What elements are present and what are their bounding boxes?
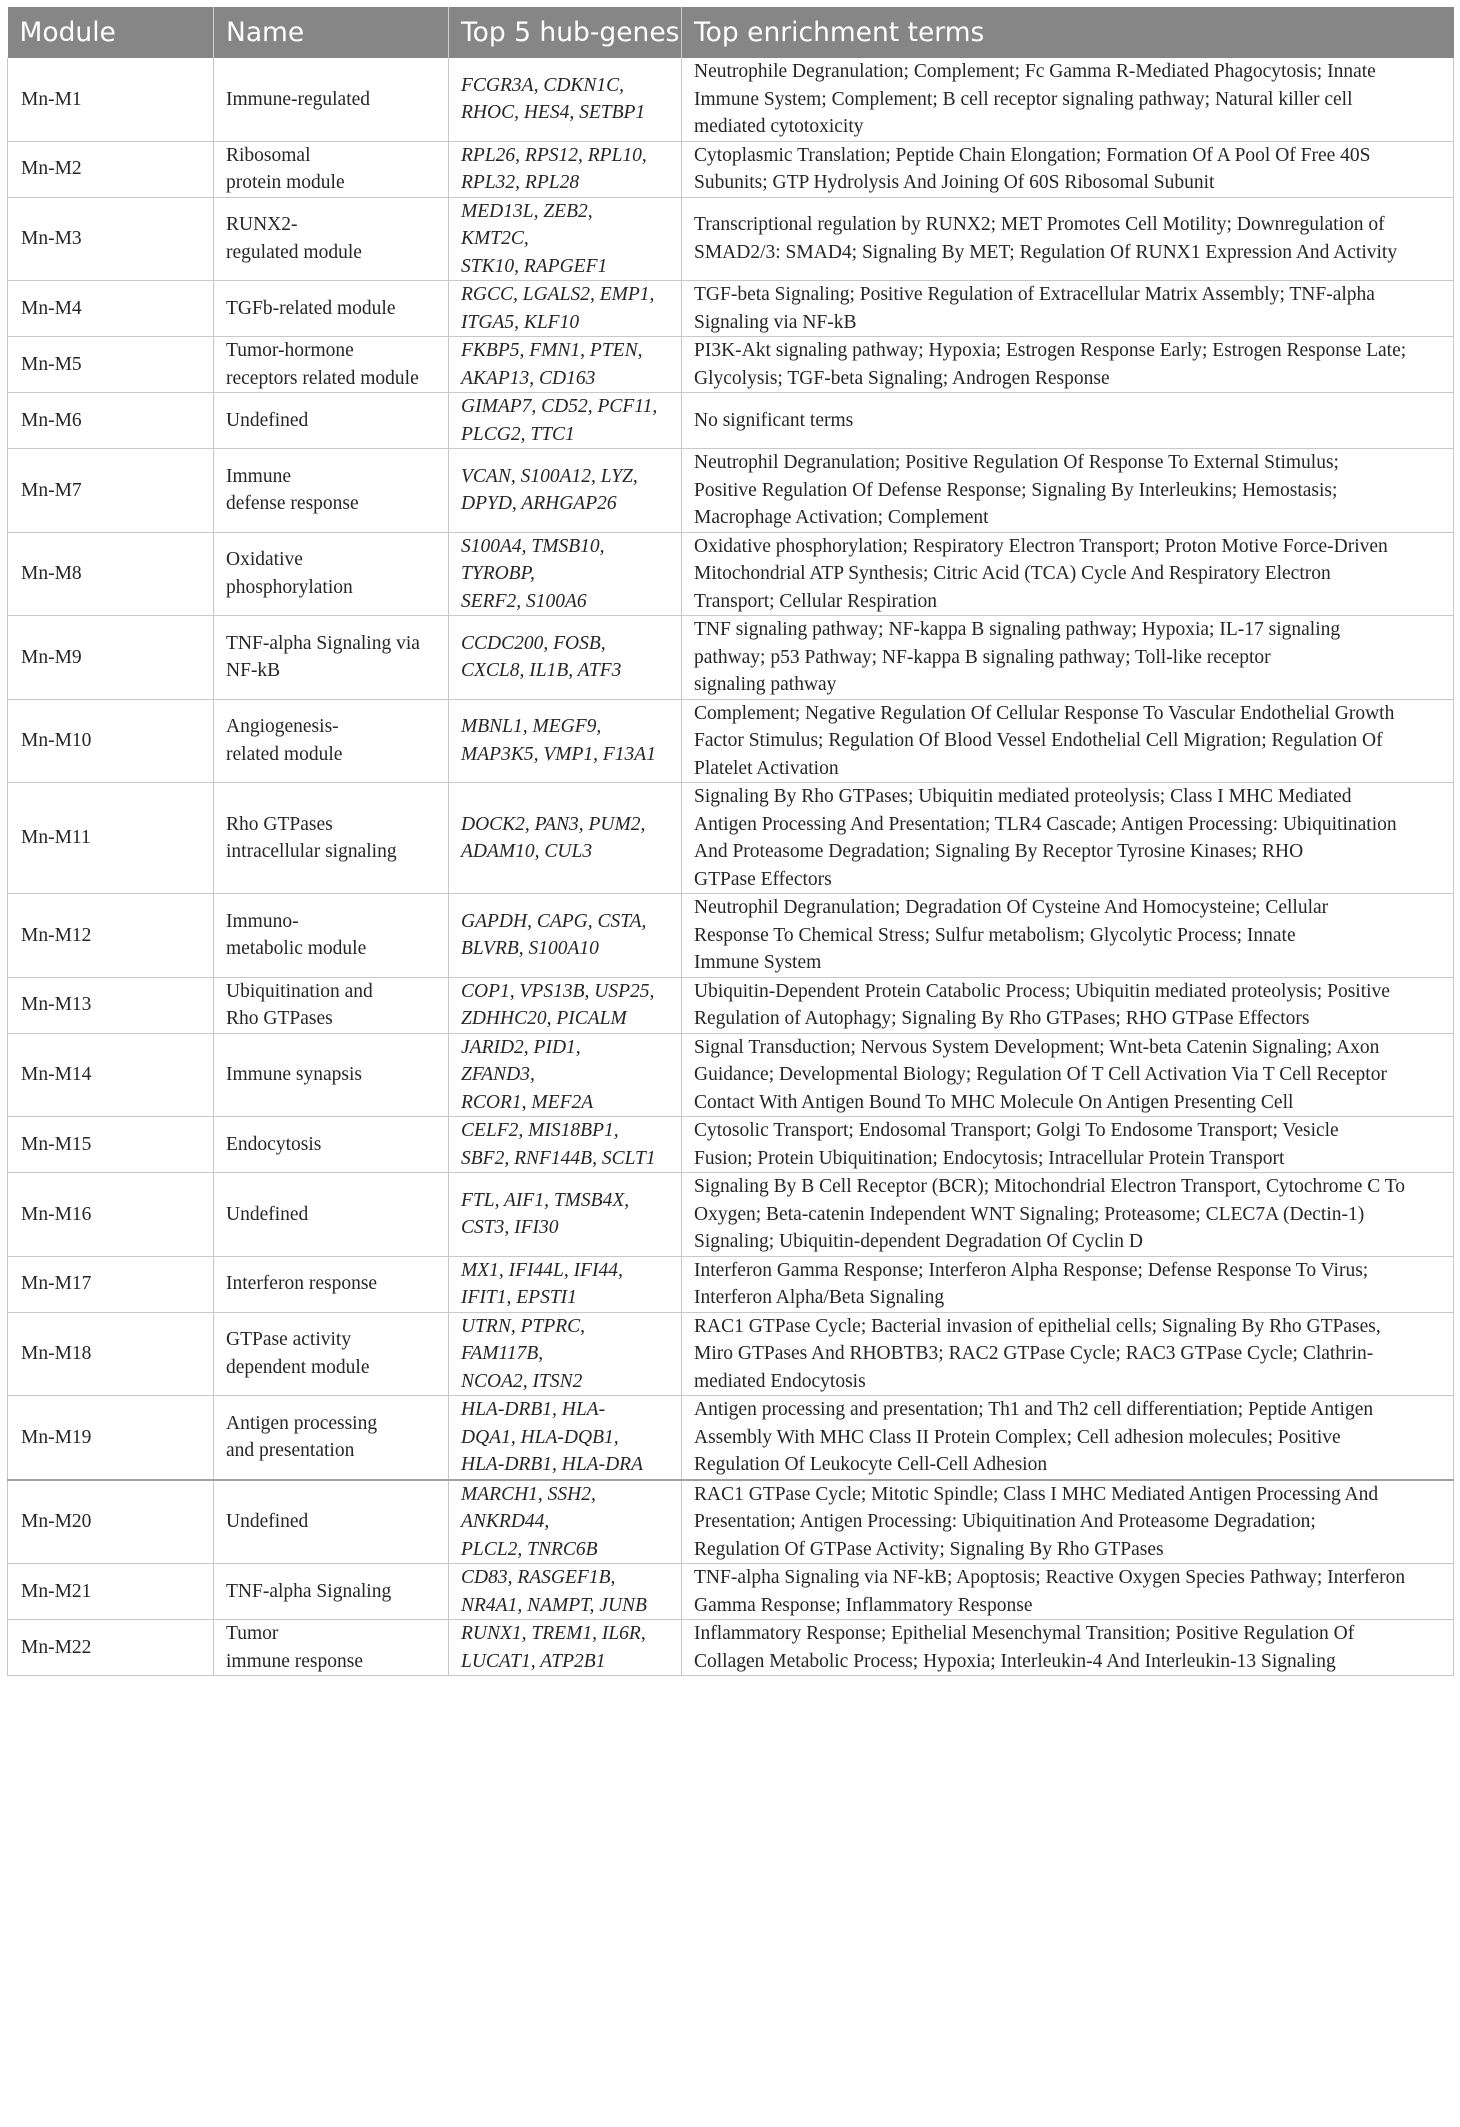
name-cell-line: TNF-alpha Signaling via <box>226 632 420 654</box>
module-cell: Mn-M3 <box>8 197 214 281</box>
enrichment-terms-cell-line: Assembly With MHC Class II Protein Complex; Cell adhesion molecules; Positive <box>694 1426 1341 1448</box>
hub-genes-cell-line: RPL26, RPS12, RPL10, <box>461 144 647 166</box>
name-cell-line: Tumor <box>226 1623 279 1644</box>
hub-genes-cell-line: JARID2, PID1, <box>461 1036 581 1058</box>
hub-genes-cell-line: RCOR1, MEF2A <box>461 1091 594 1113</box>
enrichment-terms-cell-line: Regulation Of Leukocyte Cell-Cell Adhesion <box>694 1454 1048 1475</box>
table-row <box>8 1256 1454 1312</box>
enrichment-terms-cell-line: SMAD2/3: SMAD4; Signaling By MET; Regulation Of RUNX1 Expression And Activity <box>694 241 1398 263</box>
table-container <box>7 7 1453 1676</box>
enrichment-terms-cell-line: Regulation of Autophagy; Signaling By Rho GTPases; RHO GTPase Effectors <box>694 1008 1310 1029</box>
name-cell <box>214 894 449 978</box>
enrichment-terms-cell-line: Positive Regulation Of Defense Response; Signaling By Interleukins; Hemostasis; <box>694 479 1338 501</box>
hub-genes-cell-line: FTL, AIF1, TMSB4X, <box>461 1189 630 1211</box>
hub-genes-cell-line: MX1, IFI44L, IFI44, <box>461 1259 623 1281</box>
hub-genes-cell-line: RGCC, LGALS2, EMP1, <box>461 284 655 305</box>
name-cell <box>214 699 449 783</box>
hub-genes-cell-line: FKBP5, FMN1, PTEN, <box>461 340 643 361</box>
hub-genes-cell <box>449 1312 682 1396</box>
hub-genes-cell-line: MAP3K5, VMP1, F13A1 <box>461 743 656 765</box>
name-cell <box>214 1396 449 1480</box>
name-cell-line: TGFb-related module <box>226 297 396 319</box>
enrichment-terms-cell-line: Platelet Activation <box>694 757 839 779</box>
hub-genes-cell-line: S100A4, TMSB10, <box>461 535 605 557</box>
hub-genes-cell-line: CD83, RASGEF1B, <box>461 1567 616 1588</box>
hub-genes-cell-line: AKAP13, CD163 <box>461 367 596 389</box>
enrichment-terms-cell <box>682 1480 1454 1564</box>
table-row <box>8 1173 1454 1257</box>
name-cell-line: intracellular signaling <box>226 841 397 862</box>
table-row <box>8 699 1454 783</box>
enrichment-terms-cell-line: Inflammatory Response; Epithelial Mesenchymal Transition; Positive Regulation Of <box>694 1623 1355 1644</box>
hub-genes-cell-line: ITGA5, KLF10 <box>461 311 580 333</box>
enrichment-terms-cell-line: Subunits; GTP Hydrolysis And Joining Of 60S Ribosomal Subunit <box>694 172 1215 193</box>
hub-genes-cell <box>449 1620 682 1676</box>
hub-genes-cell <box>449 1396 682 1480</box>
table-row <box>8 58 1454 141</box>
enrichment-terms-cell-line: signaling pathway <box>694 674 837 695</box>
table-row <box>8 894 1454 978</box>
column-header-name: Name <box>214 7 449 58</box>
hub-genes-cell-line: MARCH1, SSH2, <box>461 1483 596 1505</box>
enrichment-terms-cell-line: mediated cytotoxicity <box>694 116 864 137</box>
hub-genes-cell <box>449 1480 682 1564</box>
hub-genes-cell <box>449 1173 682 1257</box>
module-cell: Mn-M14 <box>8 1033 214 1117</box>
hub-genes-cell-line: HLA-DRB1, HLA- <box>461 1399 606 1420</box>
name-cell-line: dependent module <box>226 1356 370 1378</box>
table-row <box>8 141 1454 197</box>
hub-genes-cell-line: COP1, VPS13B, USP25, <box>461 980 655 1002</box>
enrichment-terms-cell <box>682 1033 1454 1117</box>
enrichment-terms-cell-line: Transcriptional regulation by RUNX2; MET Promotes Cell Motility; Downregulation of <box>694 214 1385 236</box>
hub-genes-cell <box>449 783 682 894</box>
name-cell-line: RUNX2- <box>226 214 298 236</box>
name-cell-line: Undefined <box>226 1203 309 1225</box>
module-cell: Mn-M20 <box>8 1480 214 1564</box>
module-cell: Mn-M6 <box>8 393 214 449</box>
enrichment-terms-cell-line: Neutrophile Degranulation; Complement; Fc Gamma R-Mediated Phagocytosis; Innate <box>694 61 1376 82</box>
name-cell-line: metabolic module <box>226 938 367 960</box>
enrichment-terms-cell-line: Macrophage Activation; Complement <box>694 507 989 528</box>
name-cell <box>214 532 449 616</box>
name-cell-line: Endocytosis <box>226 1133 322 1155</box>
hub-genes-cell-line: DOCK2, PAN3, PUM2, <box>461 813 646 835</box>
name-cell-line: Interferon response <box>226 1273 378 1295</box>
name-cell <box>214 1480 449 1564</box>
hub-genes-cell-line: NR4A1, NAMPT, JUNB <box>461 1594 647 1616</box>
table-row <box>8 532 1454 616</box>
hub-genes-cell <box>449 393 682 449</box>
enrichment-terms-cell-line: Mitochondrial ATP Synthesis; Citric Acid (TCA) Cycle And Respiratory Electron <box>694 563 1331 584</box>
enrichment-terms-cell <box>682 1564 1454 1620</box>
hub-genes-cell <box>449 616 682 700</box>
enrichment-terms-cell-line: Antigen Processing And Presentation; TLR4 Cascade; Antigen Processing: Ubiquitination <box>694 813 1397 835</box>
hub-genes-cell-line: PLCG2, TTC1 <box>461 423 575 445</box>
name-cell-line: Rho GTPases <box>226 1008 333 1029</box>
hub-genes-cell-line: TYROBP, <box>461 563 535 584</box>
hub-genes-cell-line: BLVRB, S100A10 <box>461 938 599 960</box>
enrichment-terms-cell-line: Cytoplasmic Translation; Peptide Chain Elongation; Formation Of A Pool Of Free 40S <box>694 144 1371 166</box>
hub-genes-cell-line: CCDC200, FOSB, <box>461 632 606 654</box>
name-cell-line: Tumor-hormone <box>226 340 354 361</box>
enrichment-terms-cell-line: Factor Stimulus; Regulation Of Blood Vessel Endothelial Cell Migration; Regulation Of <box>694 730 1383 751</box>
enrichment-terms-cell-line: PI3K-Akt signaling pathway; Hypoxia; Estrogen Response Early; Estrogen Response Late; <box>694 340 1407 361</box>
hub-genes-cell-line: LUCAT1, ATP2B1 <box>461 1650 606 1672</box>
enrichment-terms-cell-line: Cytosolic Transport; Endosomal Transport; Golgi To Endosome Transport; Vesicle <box>694 1120 1339 1141</box>
name-cell-line: Oxidative <box>226 549 303 571</box>
name-cell-line: Undefined <box>226 409 309 431</box>
enrichment-terms-cell-line: Transport; Cellular Respiration <box>694 590 938 612</box>
hub-genes-cell-line: RPL32, RPL28 <box>461 172 580 193</box>
hub-genes-cell-line: FCGR3A, CDKN1C, <box>461 74 625 96</box>
hub-genes-cell-line: FAM117B, <box>461 1343 544 1364</box>
enrichment-terms-cell-line: Neutrophil Degranulation; Positive Regulation Of Response To External Stimulus; <box>694 452 1339 473</box>
name-cell-line: receptors related module <box>226 367 419 389</box>
hub-genes-cell-line: RHOC, HES4, SETBP1 <box>461 102 646 124</box>
module-cell: Mn-M15 <box>8 1117 214 1173</box>
hub-genes-cell <box>449 532 682 616</box>
name-cell <box>214 337 449 393</box>
name-cell-line: regulated module <box>226 241 362 263</box>
module-cell: Mn-M12 <box>8 894 214 978</box>
enrichment-terms-cell <box>682 141 1454 197</box>
table-row <box>8 1033 1454 1117</box>
table-header <box>8 7 1454 58</box>
hub-genes-cell-line: SERF2, S100A6 <box>461 590 587 612</box>
enrichment-terms-cell <box>682 894 1454 978</box>
table-row <box>8 281 1454 337</box>
hub-genes-cell-line: ZDHHC20, PICALM <box>461 1008 627 1029</box>
enrichment-terms-cell <box>682 783 1454 894</box>
enrichment-terms-cell <box>682 977 1454 1033</box>
name-cell-line: related module <box>226 743 343 765</box>
hub-genes-cell <box>449 141 682 197</box>
name-cell <box>214 141 449 197</box>
hub-genes-cell-line: GAPDH, CAPG, CSTA, <box>461 910 647 932</box>
table-row <box>8 1480 1454 1564</box>
enrichment-terms-cell-line: Guidance; Developmental Biology; Regulation Of T Cell Activation Via T Cell Receptor <box>694 1064 1387 1085</box>
hub-genes-cell-line: NCOA2, ITSN2 <box>461 1370 583 1392</box>
enrichment-terms-cell-line: Response To Chemical Stress; Sulfur metabolism; Glycolytic Process; Innate <box>694 924 1296 946</box>
hub-genes-cell-line: STK10, RAPGEF1 <box>461 255 608 277</box>
column-header-enrichment-terms: Top enrichment terms <box>682 7 1454 58</box>
enrichment-terms-cell-line: Signaling By Rho GTPases; Ubiquitin mediated proteolysis; Class I MHC Mediated <box>694 786 1352 807</box>
enrichment-terms-cell-line: TGF-beta Signaling; Positive Regulation of Extracellular Matrix Assembly; TNF-alpha <box>694 284 1375 305</box>
hub-genes-cell <box>449 699 682 783</box>
hub-genes-cell-line: ADAM10, CUL3 <box>461 841 593 862</box>
table-body <box>8 58 1454 1676</box>
enrichment-terms-cell-line: GTPase Effectors <box>694 868 832 890</box>
hub-genes-cell-line: DPYD, ARHGAP26 <box>461 493 617 515</box>
name-cell-line: protein module <box>226 172 345 193</box>
hub-genes-cell-line: KMT2C, <box>461 228 529 249</box>
module-cell: Mn-M2 <box>8 141 214 197</box>
modules-table <box>7 7 1454 1676</box>
name-cell <box>214 281 449 337</box>
enrichment-terms-cell-line: Glycolysis; TGF-beta Signaling; Androgen Response <box>694 367 1110 389</box>
hub-genes-cell-line: CELF2, MIS18BP1, <box>461 1120 619 1141</box>
enrichment-terms-cell-line: Immune System <box>694 952 822 973</box>
enrichment-terms-cell-line: Signaling By B Cell Receptor (BCR); Mitochondrial Electron Transport, Cytochrome C To <box>694 1176 1406 1197</box>
enrichment-terms-cell-line: Regulation Of GTPase Activity; Signaling By Rho GTPases <box>694 1538 1164 1560</box>
module-cell: Mn-M19 <box>8 1396 214 1480</box>
enrichment-terms-cell-line: Signal Transduction; Nervous System Development; Wnt-beta Catenin Signaling; Axon <box>694 1036 1380 1058</box>
enrichment-terms-cell <box>682 281 1454 337</box>
hub-genes-cell-line: MED13L, ZEB2, <box>461 200 593 222</box>
enrichment-terms-cell-line: Interferon Gamma Response; Interferon Alpha Response; Defense Response To Virus; <box>694 1259 1369 1281</box>
name-cell <box>214 197 449 281</box>
module-cell: Mn-M9 <box>8 616 214 700</box>
enrichment-terms-cell <box>682 532 1454 616</box>
name-cell-line: phosphorylation <box>226 576 353 598</box>
name-cell <box>214 58 449 141</box>
enrichment-terms-cell-line: Gamma Response; Inflammatory Response <box>694 1594 1033 1616</box>
module-cell: Mn-M7 <box>8 449 214 533</box>
table-row <box>8 1396 1454 1480</box>
name-cell-line: Immuno- <box>226 910 299 932</box>
name-cell <box>214 1564 449 1620</box>
name-cell <box>214 616 449 700</box>
module-cell: Mn-M11 <box>8 783 214 894</box>
table-row <box>8 449 1454 533</box>
module-cell: Mn-M18 <box>8 1312 214 1396</box>
hub-genes-cell-line: CXCL8, IL1B, ATF3 <box>461 660 622 682</box>
name-cell <box>214 449 449 533</box>
name-cell-line: Antigen processing <box>226 1412 378 1434</box>
hub-genes-cell <box>449 197 682 281</box>
name-cell-line: TNF-alpha Signaling <box>226 1580 392 1602</box>
enrichment-terms-cell-line: Complement; Negative Regulation Of Cellular Response To Vascular Endothelial Growth <box>694 702 1395 724</box>
table-row <box>8 616 1454 700</box>
module-cell: Mn-M16 <box>8 1173 214 1257</box>
enrichment-terms-cell-line: Ubiquitin-Dependent Protein Catabolic Process; Ubiquitin mediated proteolysis; Positive <box>694 980 1390 1002</box>
name-cell-line: Immune-regulated <box>226 88 371 110</box>
enrichment-terms-cell-line: Antigen processing and presentation; Th1 and Th2 cell differentiation; Peptide Antigen <box>694 1399 1374 1420</box>
name-cell <box>214 977 449 1033</box>
table-row <box>8 1312 1454 1396</box>
hub-genes-cell <box>449 1117 682 1173</box>
table-row <box>8 1117 1454 1173</box>
module-cell: Mn-M1 <box>8 58 214 141</box>
hub-genes-cell <box>449 1256 682 1312</box>
name-cell-line: immune response <box>226 1650 364 1672</box>
enrichment-terms-cell <box>682 58 1454 141</box>
hub-genes-cell-line: MBNL1, MEGF9, <box>461 716 602 738</box>
hub-genes-cell-line: ZFAND3, <box>461 1064 535 1085</box>
table-row <box>8 783 1454 894</box>
hub-genes-cell-line: SBF2, RNF144B, SCLT1 <box>461 1147 656 1169</box>
module-cell: Mn-M8 <box>8 532 214 616</box>
enrichment-terms-cell-line: Oxidative phosphorylation; Respiratory Electron Transport; Proton Motive Force-Driven <box>694 535 1388 557</box>
module-cell: Mn-M22 <box>8 1620 214 1676</box>
table-row <box>8 1620 1454 1676</box>
enrichment-terms-cell <box>682 1173 1454 1257</box>
hub-genes-cell-line: DQA1, HLA-DQB1, <box>461 1426 619 1448</box>
enrichment-terms-cell-line: Contact With Antigen Bound To MHC Molecule On Antigen Presenting Cell <box>694 1091 1294 1113</box>
enrichment-terms-cell <box>682 337 1454 393</box>
enrichment-terms-cell-line: No significant terms <box>694 409 854 431</box>
name-cell <box>214 1117 449 1173</box>
name-cell-line: defense response <box>226 493 359 515</box>
hub-genes-cell <box>449 1033 682 1117</box>
name-cell-line: GTPase activity <box>226 1329 352 1351</box>
hub-genes-cell <box>449 58 682 141</box>
hub-genes-cell-line: ANKRD44, <box>461 1511 550 1532</box>
enrichment-terms-cell-line: Oxygen; Beta-catenin Independent WNT Signaling; Proteasome; CLEC7A (Dectin-1) <box>694 1203 1365 1225</box>
name-cell-line: Immune synapsis <box>226 1064 362 1085</box>
name-cell <box>214 783 449 894</box>
enrichment-terms-cell-line: RAC1 GTPase Cycle; Mitotic Spindle; Class I MHC Mediated Antigen Processing And <box>694 1483 1379 1505</box>
enrichment-terms-cell <box>682 393 1454 449</box>
enrichment-terms-cell <box>682 699 1454 783</box>
table-row <box>8 393 1454 449</box>
enrichment-terms-cell <box>682 197 1454 281</box>
hub-genes-cell <box>449 281 682 337</box>
enrichment-terms-cell <box>682 616 1454 700</box>
enrichment-terms-cell <box>682 449 1454 533</box>
table-row <box>8 197 1454 281</box>
hub-genes-cell <box>449 894 682 978</box>
name-cell <box>214 1033 449 1117</box>
module-cell: Mn-M21 <box>8 1564 214 1620</box>
name-cell <box>214 1173 449 1257</box>
enrichment-terms-cell-line: pathway; p53 Pathway; NF-kappa B signaling pathway; Toll-like receptor <box>694 646 1271 668</box>
table-row <box>8 337 1454 393</box>
name-cell <box>214 1256 449 1312</box>
enrichment-terms-cell-line: RAC1 GTPase Cycle; Bacterial invasion of epithelial cells; Signaling By Rho GTPases, <box>694 1315 1381 1337</box>
hub-genes-cell <box>449 337 682 393</box>
enrichment-terms-cell-line: And Proteasome Degradation; Signaling By Receptor Tyrosine Kinases; RHO <box>694 841 1304 862</box>
enrichment-terms-cell <box>682 1256 1454 1312</box>
table-row <box>8 977 1454 1033</box>
module-cell: Mn-M4 <box>8 281 214 337</box>
module-cell: Mn-M5 <box>8 337 214 393</box>
name-cell-line: Immune <box>226 465 291 487</box>
enrichment-terms-cell-line: TNF signaling pathway; NF-kappa B signaling pathway; Hypoxia; IL-17 signaling <box>694 619 1341 640</box>
enrichment-terms-cell-line: Signaling via NF-kB <box>694 311 857 333</box>
name-cell-line: Undefined <box>226 1511 309 1532</box>
enrichment-terms-cell <box>682 1620 1454 1676</box>
enrichment-terms-cell-line: mediated Endocytosis <box>694 1370 866 1392</box>
enrichment-terms-cell <box>682 1396 1454 1480</box>
hub-genes-cell-line: PLCL2, TNRC6B <box>461 1538 598 1560</box>
hub-genes-cell <box>449 977 682 1033</box>
enrichment-terms-cell <box>682 1117 1454 1173</box>
enrichment-terms-cell-line: Immune System; Complement; B cell receptor signaling pathway; Natural killer cell <box>694 88 1353 110</box>
hub-genes-cell-line: UTRN, PTPRC, <box>461 1315 586 1337</box>
name-cell <box>214 1620 449 1676</box>
enrichment-terms-cell-line: Collagen Metabolic Process; Hypoxia; Interleukin-4 And Interleukin-13 Signaling <box>694 1650 1336 1672</box>
enrichment-terms-cell-line: Neutrophil Degranulation; Degradation Of Cysteine And Homocysteine; Cellular <box>694 897 1329 918</box>
hub-genes-cell-line: HLA-DRB1, HLA-DRA <box>461 1454 643 1475</box>
enrichment-terms-cell-line: Fusion; Protein Ubiquitination; Endocytosis; Intracellular Protein Transport <box>694 1147 1285 1169</box>
enrichment-terms-cell-line: Interferon Alpha/Beta Signaling <box>694 1287 945 1308</box>
name-cell-line: Rho GTPases <box>226 813 333 835</box>
enrichment-terms-cell-line: Signaling; Ubiquitin-dependent Degradation Of Cyclin D <box>694 1231 1143 1252</box>
name-cell-line: NF-kB <box>226 660 281 682</box>
name-cell <box>214 393 449 449</box>
enrichment-terms-cell-line: Presentation; Antigen Processing: Ubiquitination And Proteasome Degradation; <box>694 1511 1316 1532</box>
name-cell-line: Angiogenesis- <box>226 716 339 738</box>
column-header-module: Module <box>8 7 214 58</box>
enrichment-terms-cell <box>682 1312 1454 1396</box>
column-header-hub-genes: Top 5 hub-genes <box>449 7 682 58</box>
name-cell-line: and presentation <box>226 1440 355 1462</box>
header-row <box>8 7 1454 58</box>
hub-genes-cell <box>449 449 682 533</box>
module-cell: Mn-M13 <box>8 977 214 1033</box>
hub-genes-cell-line: GIMAP7, CD52, PCF11, <box>461 396 658 417</box>
module-cell: Mn-M17 <box>8 1256 214 1312</box>
table-row <box>8 1564 1454 1620</box>
hub-genes-cell-line: CST3, IFI30 <box>461 1217 559 1239</box>
hub-genes-cell <box>449 1564 682 1620</box>
enrichment-terms-cell-line: Miro GTPases And RHOBTB3; RAC2 GTPase Cycle; RAC3 GTPase Cycle; Clathrin- <box>694 1343 1374 1364</box>
enrichment-terms-cell-line: TNF-alpha Signaling via NF-kB; Apoptosis; Reactive Oxygen Species Pathway; Interferon <box>694 1567 1406 1588</box>
hub-genes-cell-line: VCAN, S100A12, LYZ, <box>461 465 638 487</box>
module-cell: Mn-M10 <box>8 699 214 783</box>
name-cell-line: Ribosomal <box>226 144 311 166</box>
hub-genes-cell-line: IFIT1, EPSTI1 <box>461 1287 577 1308</box>
name-cell <box>214 1312 449 1396</box>
hub-genes-cell-line: RUNX1, TREM1, IL6R, <box>461 1623 646 1644</box>
name-cell-line: Ubiquitination and <box>226 980 373 1002</box>
